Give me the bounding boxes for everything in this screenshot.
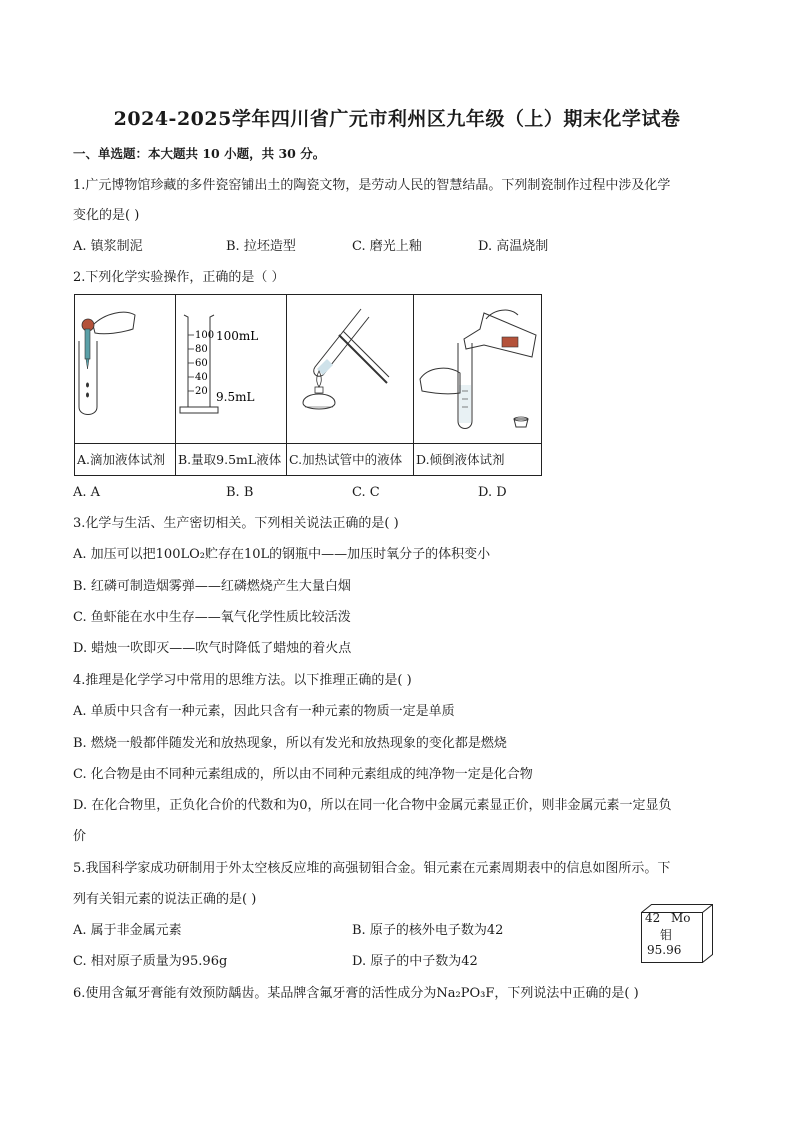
- q2-stem: 2.下列化学实验操作，正确的是（ ）: [73, 270, 285, 285]
- q2-option-b: B. B: [226, 485, 254, 500]
- tick-40: 40: [195, 372, 208, 383]
- q5-stem-line1: 5.我国科学家成功研制用于外太空核反应堆的高强韧钼合金。钼元素在元素周期表中的信息如图所示。下: [73, 861, 671, 876]
- q2-cell-c: [287, 295, 414, 475]
- q5-option-b: B. 原子的核外电子数为42: [352, 923, 504, 938]
- q3-option-b: B. 红磷可制造烟雾弹——红磷燃烧产生大量白烟: [73, 579, 351, 594]
- q1-option-d: D. 高温烧制: [478, 239, 549, 254]
- q2-option-c: C. C: [352, 485, 380, 500]
- q1-option-a: A. 镇浆制泥: [73, 239, 143, 254]
- q3-option-d: D. 蜡烛一吹即灭——吹气时降低了蜡烛的着火点: [73, 641, 352, 656]
- q3-option-c: C. 鱼虾能在水中生存——氧气化学性质比较活泼: [73, 610, 351, 625]
- graduated-cylinder-figure: [176, 295, 286, 445]
- label-100ml: 100mL: [216, 329, 259, 343]
- q3-stem: 3.化学与生活、生产密切相关。下列相关说法正确的是( ): [73, 516, 399, 531]
- tick-80: 80: [195, 344, 208, 355]
- tick-60: 60: [195, 358, 208, 369]
- q4-option-d-cont: 价: [73, 829, 87, 844]
- heating-test-tube-figure: [287, 295, 413, 445]
- q5-option-d: D. 原子的中子数为42: [352, 954, 478, 969]
- exam-title: 2024-2025学年四川省广元市利州区九年级（上）期末化学试卷: [113, 108, 681, 130]
- tick-100: 100: [195, 330, 215, 341]
- q1-stem-line1: 1.广元博物馆珍藏的多件瓷窑铺出土的陶瓷文物，是劳动人民的智慧结晶。下列制瓷制作过程中涉及化学: [73, 178, 671, 193]
- q1-stem-line2: 变化的是( ): [73, 208, 140, 223]
- q2-caption-d: D.倾倒液体试剂: [414, 443, 541, 475]
- q2-cell-a: [75, 295, 176, 475]
- molybdenum-element-card: [641, 904, 713, 962]
- q1-option-b: B. 拉坯造型: [226, 239, 296, 254]
- q6-stem: 6.使用含氟牙膏能有效预防龋齿。某品牌含氟牙膏的活性成分为Na₂PO₃F，下列说法中正确的是( ): [73, 986, 639, 1001]
- q4-stem: 4.推理是化学学习中常用的思维方法。以下推理正确的是( ): [73, 673, 412, 688]
- q4-option-b: B. 燃烧一般都伴随发光和放热现象，所以有发光和放热现象的变化都是燃烧: [73, 736, 507, 751]
- q2-cell-d: [414, 295, 541, 475]
- section-heading: 一、单选题：本大题共 10 小题，共 30 分。: [73, 146, 326, 161]
- q2-option-a: A. A: [73, 485, 101, 500]
- q4-option-c: C. 化合物是由不同种元素组成的，所以由不同种元素组成的纯净物一定是化合物: [73, 767, 533, 782]
- pouring-liquid-figure: [414, 295, 540, 445]
- q5-option-c: C. 相对原子质量为95.96g: [73, 954, 228, 969]
- dropper-figure: [75, 295, 175, 445]
- q2-caption-c: C.加热试管中的液体: [287, 443, 413, 475]
- q5-option-a: A. 属于非金属元素: [73, 923, 182, 938]
- q3-option-a: A. 加压可以把100LO₂贮存在10L的钢瓶中——加压时氧分子的体积变小: [73, 547, 491, 562]
- q4-option-a: A. 单质中只含有一种元素，因此只含有一种元素的物质一定是单质: [73, 704, 455, 719]
- q2-option-d: D. D: [478, 485, 507, 500]
- q2-figure-table: [74, 294, 542, 476]
- q2-caption-b: B.量取9.5mL液体: [176, 443, 286, 475]
- q2-caption-a: A.滴加液体试剂: [75, 443, 175, 475]
- element-symbol: Mo: [671, 911, 691, 925]
- element-name: 钼: [660, 928, 673, 942]
- tick-20: 20: [195, 386, 208, 397]
- q4-option-d: D. 在化合物里，正负化合价的代数和为0，所以在同一化合物中金属元素显正价，则非金属元素一定显负: [73, 798, 672, 813]
- element-number: 42: [645, 911, 661, 925]
- q5-stem-line2: 列有关钼元素的说法正确的是( ): [73, 892, 257, 907]
- label-9-5ml: 9.5mL: [216, 390, 255, 404]
- q2-cell-b: [176, 295, 287, 475]
- q1-option-c: C. 磨光上釉: [352, 239, 422, 254]
- element-mass: 95.96: [647, 943, 682, 957]
